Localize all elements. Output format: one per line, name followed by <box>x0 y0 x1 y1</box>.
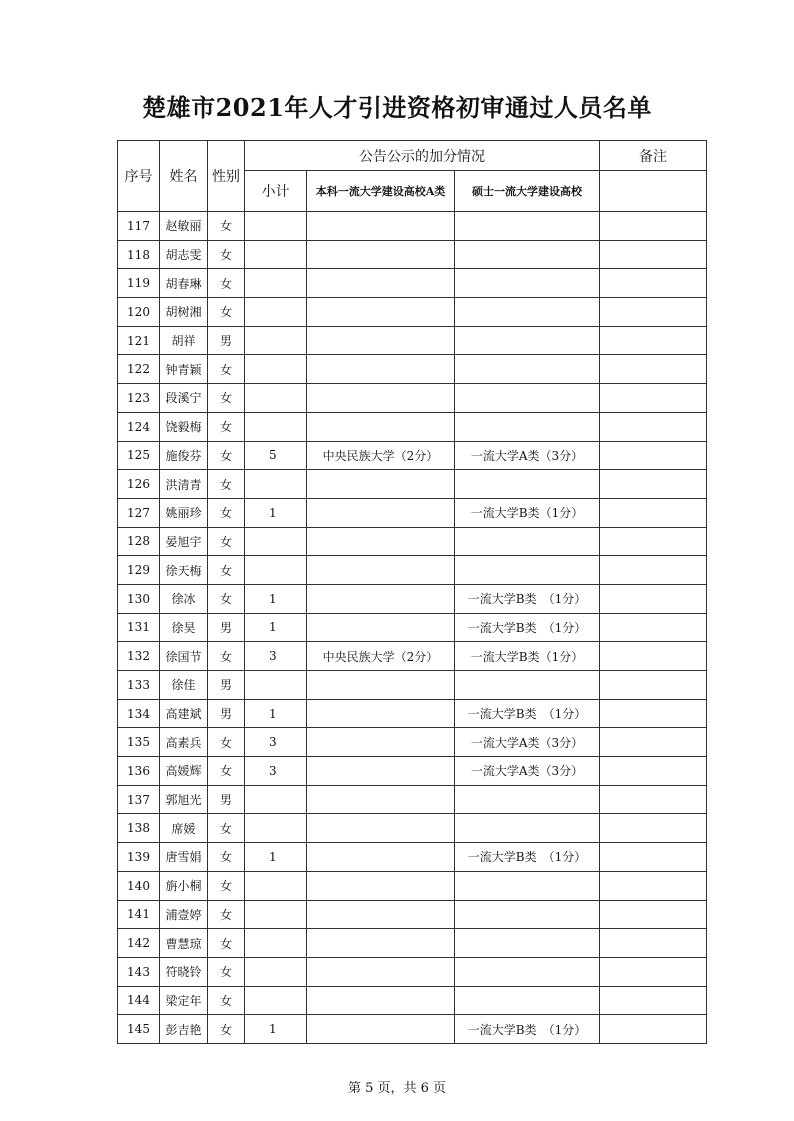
cell-bachelor <box>307 412 455 441</box>
cell-gender: 女 <box>208 757 245 786</box>
cell-name: 高建斌 <box>160 699 208 728</box>
cell-bachelor <box>307 929 455 958</box>
cell-gender: 男 <box>208 613 245 642</box>
cell-seq: 136 <box>118 757 160 786</box>
cell-master <box>455 814 600 843</box>
cell-bachelor <box>307 871 455 900</box>
cell-name: 符晓铃 <box>160 957 208 986</box>
header-bachelor: 本科一流大学建设高校A类 <box>307 171 455 212</box>
table-row <box>118 412 707 441</box>
cell-gender: 女 <box>208 384 245 413</box>
roster-table <box>117 140 707 1044</box>
cell-bachelor <box>307 212 455 241</box>
table-row <box>118 384 707 413</box>
cell-master <box>455 785 600 814</box>
cell-master <box>455 240 600 269</box>
cell-seq: 142 <box>118 929 160 958</box>
cell-bachelor <box>307 785 455 814</box>
cell-name: 饶毅梅 <box>160 412 208 441</box>
table-row <box>118 470 707 499</box>
cell-bachelor <box>307 298 455 327</box>
cell-remark <box>600 298 707 327</box>
cell-bachelor <box>307 986 455 1015</box>
cell-subtotal <box>245 269 307 298</box>
header-seq: 序号 <box>118 141 160 212</box>
cell-subtotal <box>245 785 307 814</box>
cell-seq: 138 <box>118 814 160 843</box>
table-row <box>118 441 707 470</box>
cell-master <box>455 556 600 585</box>
table-row <box>118 929 707 958</box>
cell-remark <box>600 728 707 757</box>
cell-name: 胡春琳 <box>160 269 208 298</box>
cell-gender: 女 <box>208 556 245 585</box>
cell-bachelor <box>307 757 455 786</box>
cell-remark <box>600 527 707 556</box>
cell-master <box>455 470 600 499</box>
header-subtotal: 小计 <box>245 171 307 212</box>
cell-subtotal: 3 <box>245 642 307 671</box>
cell-seq: 143 <box>118 957 160 986</box>
cell-name: 唐雪娟 <box>160 843 208 872</box>
cell-bachelor <box>307 728 455 757</box>
cell-gender: 女 <box>208 298 245 327</box>
cell-seq: 121 <box>118 326 160 355</box>
header-gender: 性别 <box>208 141 245 212</box>
table-row <box>118 785 707 814</box>
table-row <box>118 212 707 241</box>
cell-remark <box>600 843 707 872</box>
cell-master <box>455 929 600 958</box>
cell-name: 高媛辉 <box>160 757 208 786</box>
cell-bachelor: 中央民族大学（2分） <box>307 441 455 470</box>
cell-name: 胡志雯 <box>160 240 208 269</box>
cell-seq: 144 <box>118 986 160 1015</box>
cell-bachelor <box>307 1015 455 1044</box>
cell-gender: 女 <box>208 929 245 958</box>
cell-subtotal: 1 <box>245 584 307 613</box>
cell-remark <box>600 757 707 786</box>
cell-subtotal <box>245 412 307 441</box>
cell-subtotal <box>245 957 307 986</box>
cell-seq: 137 <box>118 785 160 814</box>
cell-remark <box>600 1015 707 1044</box>
cell-seq: 124 <box>118 412 160 441</box>
cell-remark <box>600 900 707 929</box>
cell-master: 一流大学A类（3分） <box>455 441 600 470</box>
cell-bachelor <box>307 326 455 355</box>
cell-remark <box>600 326 707 355</box>
cell-name: 郭旭光 <box>160 785 208 814</box>
cell-bachelor <box>307 470 455 499</box>
cell-subtotal <box>245 384 307 413</box>
cell-name: 胡树湘 <box>160 298 208 327</box>
cell-subtotal <box>245 986 307 1015</box>
table-row <box>118 498 707 527</box>
cell-gender: 女 <box>208 871 245 900</box>
cell-seq: 129 <box>118 556 160 585</box>
cell-master <box>455 384 600 413</box>
cell-name: 姚丽珍 <box>160 498 208 527</box>
table-row <box>118 871 707 900</box>
cell-seq: 120 <box>118 298 160 327</box>
cell-seq: 132 <box>118 642 160 671</box>
cell-remark <box>600 929 707 958</box>
table-row <box>118 728 707 757</box>
header-master: 硕士一流大学建设高校 <box>455 171 600 212</box>
table-row <box>118 699 707 728</box>
cell-remark <box>600 613 707 642</box>
header-row-1 <box>118 141 707 171</box>
cell-seq: 135 <box>118 728 160 757</box>
cell-gender: 女 <box>208 355 245 384</box>
cell-gender: 女 <box>208 584 245 613</box>
cell-gender: 女 <box>208 441 245 470</box>
table-row <box>118 556 707 585</box>
cell-bachelor <box>307 699 455 728</box>
cell-master: 一流大学B类 （1分） <box>455 613 600 642</box>
cell-bachelor <box>307 900 455 929</box>
cell-subtotal <box>245 556 307 585</box>
cell-master: 一流大学B类（1分） <box>455 498 600 527</box>
cell-name: 胡祥 <box>160 326 208 355</box>
cell-subtotal: 3 <box>245 757 307 786</box>
cell-subtotal <box>245 355 307 384</box>
cell-seq: 145 <box>118 1015 160 1044</box>
table-row <box>118 642 707 671</box>
cell-name: 浦壹婷 <box>160 900 208 929</box>
cell-master <box>455 412 600 441</box>
table-row <box>118 613 707 642</box>
cell-name: 徐国节 <box>160 642 208 671</box>
cell-bachelor <box>307 814 455 843</box>
header-remark: 备注 <box>600 141 707 171</box>
cell-remark <box>600 355 707 384</box>
cell-subtotal <box>245 871 307 900</box>
cell-master: 一流大学A类（3分） <box>455 757 600 786</box>
roster-body <box>118 212 707 1044</box>
cell-seq: 134 <box>118 699 160 728</box>
cell-seq: 123 <box>118 384 160 413</box>
cell-name: 徐佳 <box>160 671 208 700</box>
cell-master <box>455 957 600 986</box>
table-row <box>118 527 707 556</box>
cell-bachelor <box>307 527 455 556</box>
cell-subtotal: 5 <box>245 441 307 470</box>
cell-seq: 117 <box>118 212 160 241</box>
cell-gender: 女 <box>208 527 245 556</box>
cell-subtotal <box>245 240 307 269</box>
cell-seq: 122 <box>118 355 160 384</box>
cell-bachelor <box>307 613 455 642</box>
cell-seq: 127 <box>118 498 160 527</box>
cell-seq: 141 <box>118 900 160 929</box>
cell-master <box>455 326 600 355</box>
cell-gender: 女 <box>208 843 245 872</box>
cell-remark <box>600 240 707 269</box>
cell-name: 徐天梅 <box>160 556 208 585</box>
cell-subtotal <box>245 470 307 499</box>
cell-name: 施俊芬 <box>160 441 208 470</box>
header-remark-blank <box>600 171 707 212</box>
cell-remark <box>600 412 707 441</box>
cell-remark <box>600 671 707 700</box>
header-name: 姓名 <box>160 141 208 212</box>
cell-gender: 男 <box>208 699 245 728</box>
cell-gender: 女 <box>208 642 245 671</box>
cell-gender: 女 <box>208 728 245 757</box>
cell-master: 一流大学B类 （1分） <box>455 1015 600 1044</box>
table-row <box>118 757 707 786</box>
cell-name: 赵敏丽 <box>160 212 208 241</box>
cell-subtotal: 1 <box>245 498 307 527</box>
table-row <box>118 900 707 929</box>
cell-gender: 女 <box>208 212 245 241</box>
cell-subtotal <box>245 326 307 355</box>
cell-subtotal <box>245 814 307 843</box>
table-row <box>118 843 707 872</box>
cell-master: 一流大学B类 （1分） <box>455 843 600 872</box>
cell-name: 钟青颖 <box>160 355 208 384</box>
page-footer: 第 5 页，共 6 页 <box>347 1081 447 1096</box>
table-row <box>118 671 707 700</box>
cell-remark <box>600 269 707 298</box>
cell-name: 段溪宁 <box>160 384 208 413</box>
table-row <box>118 240 707 269</box>
table-row <box>118 814 707 843</box>
cell-name: 高素兵 <box>160 728 208 757</box>
cell-master <box>455 986 600 1015</box>
cell-remark <box>600 871 707 900</box>
cell-remark <box>600 957 707 986</box>
cell-gender: 男 <box>208 326 245 355</box>
cell-gender: 女 <box>208 498 245 527</box>
cell-subtotal: 1 <box>245 843 307 872</box>
cell-gender: 女 <box>208 412 245 441</box>
table-row <box>118 986 707 1015</box>
cell-seq: 133 <box>118 671 160 700</box>
cell-gender: 男 <box>208 671 245 700</box>
cell-remark <box>600 785 707 814</box>
document-title: 楚雄市2021年人才引进资格初审通过人员名单 <box>142 93 652 122</box>
cell-remark <box>600 498 707 527</box>
cell-remark <box>600 470 707 499</box>
cell-subtotal: 1 <box>245 699 307 728</box>
cell-seq: 126 <box>118 470 160 499</box>
table-row <box>118 355 707 384</box>
cell-master <box>455 355 600 384</box>
cell-gender: 女 <box>208 1015 245 1044</box>
cell-seq: 140 <box>118 871 160 900</box>
cell-bachelor <box>307 355 455 384</box>
cell-remark <box>600 814 707 843</box>
cell-name: 席媛 <box>160 814 208 843</box>
cell-remark <box>600 584 707 613</box>
cell-remark <box>600 441 707 470</box>
cell-name: 曹慧琼 <box>160 929 208 958</box>
cell-seq: 128 <box>118 527 160 556</box>
cell-gender: 女 <box>208 470 245 499</box>
cell-subtotal <box>245 929 307 958</box>
cell-master <box>455 298 600 327</box>
cell-master <box>455 269 600 298</box>
cell-gender: 女 <box>208 957 245 986</box>
cell-name: 梁定年 <box>160 986 208 1015</box>
cell-master: 一流大学B类（1分） <box>455 642 600 671</box>
cell-gender: 女 <box>208 240 245 269</box>
cell-bachelor <box>307 584 455 613</box>
cell-remark <box>600 699 707 728</box>
table-row <box>118 1015 707 1044</box>
cell-master: 一流大学B类 （1分） <box>455 584 600 613</box>
cell-bachelor <box>307 957 455 986</box>
table-row <box>118 957 707 986</box>
cell-gender: 女 <box>208 814 245 843</box>
cell-master <box>455 212 600 241</box>
cell-seq: 131 <box>118 613 160 642</box>
cell-remark <box>600 212 707 241</box>
cell-seq: 139 <box>118 843 160 872</box>
cell-bachelor <box>307 269 455 298</box>
cell-gender: 女 <box>208 986 245 1015</box>
cell-gender: 男 <box>208 785 245 814</box>
cell-subtotal <box>245 671 307 700</box>
cell-bachelor <box>307 384 455 413</box>
table-row <box>118 298 707 327</box>
cell-bachelor <box>307 556 455 585</box>
cell-name: 徐冰 <box>160 584 208 613</box>
cell-bachelor <box>307 498 455 527</box>
cell-master <box>455 900 600 929</box>
cell-subtotal: 1 <box>245 613 307 642</box>
cell-subtotal: 3 <box>245 728 307 757</box>
cell-remark <box>600 556 707 585</box>
cell-bachelor <box>307 671 455 700</box>
cell-name: 徐昊 <box>160 613 208 642</box>
cell-subtotal <box>245 900 307 929</box>
cell-remark <box>600 384 707 413</box>
cell-master <box>455 871 600 900</box>
cell-remark <box>600 986 707 1015</box>
table-row <box>118 584 707 613</box>
cell-seq: 119 <box>118 269 160 298</box>
cell-gender: 女 <box>208 900 245 929</box>
cell-seq: 118 <box>118 240 160 269</box>
cell-seq: 125 <box>118 441 160 470</box>
cell-master <box>455 527 600 556</box>
cell-gender: 女 <box>208 269 245 298</box>
cell-subtotal <box>245 298 307 327</box>
table-row <box>118 269 707 298</box>
cell-remark <box>600 642 707 671</box>
cell-master: 一流大学A类（3分） <box>455 728 600 757</box>
cell-name: 旃小桐 <box>160 871 208 900</box>
cell-subtotal <box>245 212 307 241</box>
cell-name: 彭吉艳 <box>160 1015 208 1044</box>
cell-bachelor: 中央民族大学（2分） <box>307 642 455 671</box>
cell-master <box>455 671 600 700</box>
cell-name: 洪清青 <box>160 470 208 499</box>
cell-master: 一流大学B类 （1分） <box>455 699 600 728</box>
cell-bachelor <box>307 240 455 269</box>
cell-bachelor <box>307 843 455 872</box>
cell-subtotal <box>245 527 307 556</box>
cell-subtotal: 1 <box>245 1015 307 1044</box>
cell-name: 晏旭宇 <box>160 527 208 556</box>
table-row <box>118 326 707 355</box>
header-bonus-group: 公告公示的加分情况 <box>245 141 600 171</box>
cell-seq: 130 <box>118 584 160 613</box>
